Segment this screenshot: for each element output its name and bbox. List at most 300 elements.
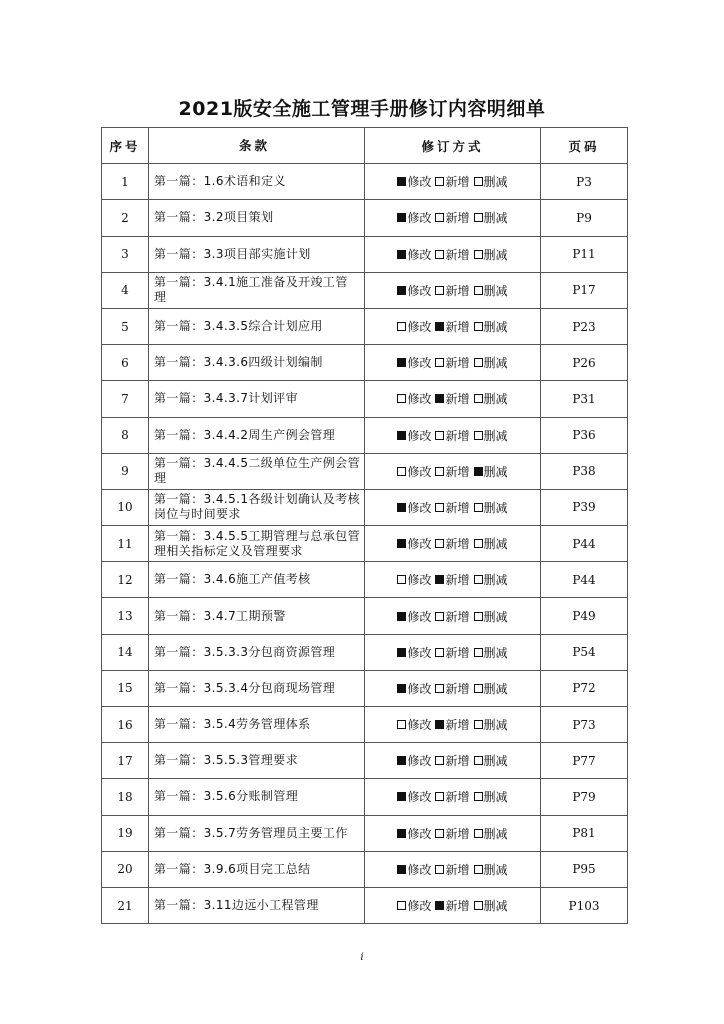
mode-option-label: 删减 (483, 862, 508, 877)
mode-option (397, 209, 431, 226)
mode-option-label: 新增 (445, 790, 470, 805)
mode-option-label: 新增 (445, 320, 470, 335)
unchecked-box-icon (435, 539, 444, 548)
row-number: 19 (102, 815, 149, 851)
mode-option-label: 修改 (407, 464, 432, 479)
row-clause: 第一篇：3.4.4.2周生产例会管理 (149, 417, 365, 453)
mode-option (435, 499, 469, 516)
checked-box-icon (397, 503, 406, 512)
mode-option (397, 535, 431, 552)
unchecked-box-icon (397, 322, 406, 331)
row-mode (365, 851, 541, 887)
unchecked-box-icon (474, 612, 483, 621)
mode-option-label: 新增 (445, 356, 470, 371)
mode-option (435, 680, 469, 697)
row-number: 18 (102, 779, 149, 815)
revision-table (101, 127, 628, 924)
checked-box-icon (474, 467, 483, 476)
table-row (102, 308, 628, 344)
row-clause: 第一篇：3.9.6项目完工总结 (149, 851, 365, 887)
row-clause: 第一篇：3.3项目部实施计划 (149, 236, 365, 272)
unchecked-box-icon (435, 503, 444, 512)
mode-option (435, 282, 469, 299)
row-page: P39 (541, 489, 628, 525)
mode-option-label: 删减 (483, 790, 508, 805)
row-clause: 第一篇：1.6术语和定义 (149, 164, 365, 200)
row-clause: 第一篇：3.4.6施工产值考核 (149, 562, 365, 598)
row-mode (365, 634, 541, 670)
unchecked-box-icon (474, 829, 483, 838)
row-mode (365, 743, 541, 779)
mode-option-label: 删减 (483, 392, 508, 407)
mode-option-label: 删减 (483, 573, 508, 588)
mode-option (397, 173, 431, 190)
mode-option (435, 716, 469, 733)
unchecked-box-icon (435, 648, 444, 657)
mode-option (474, 318, 508, 335)
row-page: P81 (541, 815, 628, 851)
row-clause: 第一篇：3.5.7劳务管理员主要工作 (149, 815, 365, 851)
row-clause: 第一篇：3.5.5.3管理要求 (149, 743, 365, 779)
row-mode (365, 670, 541, 706)
row-page: P103 (541, 887, 628, 923)
mode-option-label: 新增 (445, 826, 470, 841)
mode-option (474, 680, 508, 697)
mode-option-label: 删减 (483, 537, 508, 552)
unchecked-box-icon (474, 358, 483, 367)
row-clause: 第一篇：3.4.7工期预警 (149, 598, 365, 634)
row-mode (365, 417, 541, 453)
mode-option (474, 282, 508, 299)
mode-option-label: 新增 (445, 392, 470, 407)
mode-option (474, 861, 508, 878)
mode-option-label: 删减 (483, 645, 508, 660)
mode-option (397, 571, 431, 588)
mode-option (435, 209, 469, 226)
table-row (102, 236, 628, 272)
row-mode (365, 453, 541, 489)
row-clause: 第一篇：3.4.3.6四级计划编制 (149, 345, 365, 381)
header-no: 序号 (102, 128, 149, 164)
page-number: i (360, 952, 364, 963)
row-clause: 第一篇：3.5.3.4分包商现场管理 (149, 670, 365, 706)
mode-option-label: 新增 (445, 464, 470, 479)
mode-option (435, 427, 469, 444)
mode-option (474, 788, 508, 805)
mode-option-label: 新增 (445, 862, 470, 877)
checked-box-icon (435, 394, 444, 403)
mode-option (435, 571, 469, 588)
row-page: P79 (541, 779, 628, 815)
mode-option (397, 752, 431, 769)
table-row (102, 743, 628, 779)
mode-option (474, 897, 508, 914)
row-clause: 第一篇：3.4.1施工准备及开竣工管理 (149, 272, 365, 308)
table-row (102, 453, 628, 489)
checked-box-icon (435, 575, 444, 584)
mode-option (397, 390, 431, 407)
row-number: 12 (102, 562, 149, 598)
mode-option (397, 716, 431, 733)
table-row (102, 272, 628, 308)
mode-option-label: 新增 (445, 175, 470, 190)
mode-option (435, 897, 469, 914)
mode-option (397, 282, 431, 299)
checked-box-icon (435, 720, 444, 729)
checked-box-icon (397, 431, 406, 440)
row-page: P11 (541, 236, 628, 272)
mode-option (435, 463, 469, 480)
mode-option-label: 删减 (483, 500, 508, 515)
row-mode (365, 887, 541, 923)
table-row (102, 779, 628, 815)
unchecked-box-icon (435, 213, 444, 222)
unchecked-box-icon (435, 358, 444, 367)
unchecked-box-icon (435, 792, 444, 801)
table-row (102, 562, 628, 598)
mode-option (435, 173, 469, 190)
mode-option-label: 修改 (407, 862, 432, 877)
unchecked-box-icon (397, 467, 406, 476)
table-row (102, 417, 628, 453)
table-header-row (102, 128, 628, 164)
mode-option-label: 修改 (407, 320, 432, 335)
mode-option-label: 删减 (483, 211, 508, 226)
mode-option-label: 新增 (445, 899, 470, 914)
mode-option-label: 新增 (445, 681, 470, 696)
checked-box-icon (435, 322, 444, 331)
mode-option (397, 861, 431, 878)
unchecked-box-icon (474, 648, 483, 657)
row-clause: 第一篇：3.11边远小工程管理 (149, 887, 365, 923)
mode-option (474, 535, 508, 552)
unchecked-box-icon (474, 684, 483, 693)
row-page: P38 (541, 453, 628, 489)
row-page: P3 (541, 164, 628, 200)
unchecked-box-icon (435, 177, 444, 186)
row-number: 20 (102, 851, 149, 887)
unchecked-box-icon (397, 901, 406, 910)
unchecked-box-icon (397, 720, 406, 729)
row-mode (365, 526, 541, 562)
row-number: 14 (102, 634, 149, 670)
row-number: 1 (102, 164, 149, 200)
unchecked-box-icon (474, 394, 483, 403)
row-number: 8 (102, 417, 149, 453)
mode-option (397, 463, 431, 480)
mode-option (474, 499, 508, 516)
mode-option-label: 修改 (407, 247, 432, 262)
row-page: P44 (541, 526, 628, 562)
mode-option-label: 新增 (445, 609, 470, 624)
row-mode (365, 164, 541, 200)
row-clause: 第一篇：3.4.5.5工期管理与总承包管理相关指标定义及管理要求 (149, 526, 365, 562)
row-mode (365, 272, 541, 308)
mode-option (435, 535, 469, 552)
mode-option-label: 修改 (407, 899, 432, 914)
unchecked-box-icon (474, 322, 483, 331)
row-number: 7 (102, 381, 149, 417)
row-mode (365, 308, 541, 344)
checked-box-icon (397, 213, 406, 222)
row-page: P73 (541, 707, 628, 743)
mode-option-label: 新增 (445, 500, 470, 515)
mode-option (474, 246, 508, 263)
unchecked-box-icon (435, 684, 444, 693)
row-number: 6 (102, 345, 149, 381)
mode-option-label: 新增 (445, 754, 470, 769)
mode-option (397, 318, 431, 335)
mode-option-label: 删减 (483, 428, 508, 443)
mode-option (435, 788, 469, 805)
mode-option-label: 修改 (407, 573, 432, 588)
mode-option-label: 删减 (483, 247, 508, 262)
mode-option-label: 新增 (445, 718, 470, 733)
row-clause: 第一篇：3.4.4.5二级单位生产例会管理 (149, 453, 365, 489)
table-row (102, 200, 628, 236)
mode-option (397, 246, 431, 263)
row-page: P17 (541, 272, 628, 308)
mode-option-label: 删减 (483, 175, 508, 190)
mode-option (435, 318, 469, 335)
mode-option (397, 825, 431, 842)
row-mode (365, 598, 541, 634)
mode-option (474, 173, 508, 190)
row-page: P23 (541, 308, 628, 344)
row-clause: 第一篇：3.4.5.1各级计划确认及考核岗位与时间要求 (149, 489, 365, 525)
mode-option (474, 571, 508, 588)
checked-box-icon (397, 792, 406, 801)
unchecked-box-icon (474, 213, 483, 222)
mode-option-label: 修改 (407, 537, 432, 552)
mode-option (397, 427, 431, 444)
table-row (102, 707, 628, 743)
mode-option-label: 删减 (483, 283, 508, 298)
unchecked-box-icon (435, 829, 444, 838)
unchecked-box-icon (474, 177, 483, 186)
mode-option-label: 删减 (483, 464, 508, 479)
checked-box-icon (397, 177, 406, 186)
mode-option (474, 354, 508, 371)
row-mode (365, 815, 541, 851)
row-mode (365, 236, 541, 272)
mode-option (474, 427, 508, 444)
unchecked-box-icon (397, 394, 406, 403)
row-clause: 第一篇：3.5.3.3分包商资源管理 (149, 634, 365, 670)
mode-option (397, 788, 431, 805)
checked-box-icon (435, 901, 444, 910)
row-mode (365, 562, 541, 598)
mode-option (397, 644, 431, 661)
row-number: 13 (102, 598, 149, 634)
mode-option (474, 390, 508, 407)
mode-option-label: 新增 (445, 283, 470, 298)
mode-option-label: 修改 (407, 790, 432, 805)
row-number: 5 (102, 308, 149, 344)
table-row (102, 598, 628, 634)
checked-box-icon (397, 865, 406, 874)
mode-option (435, 390, 469, 407)
row-page: P54 (541, 634, 628, 670)
row-number: 10 (102, 489, 149, 525)
row-mode (365, 489, 541, 525)
row-number: 9 (102, 453, 149, 489)
mode-option-label: 新增 (445, 645, 470, 660)
mode-option-label: 删减 (483, 718, 508, 733)
mode-option-label: 修改 (407, 392, 432, 407)
row-page: P44 (541, 562, 628, 598)
header-page: 页码 (541, 128, 628, 164)
unchecked-box-icon (397, 575, 406, 584)
row-page: P72 (541, 670, 628, 706)
mode-option-label: 删减 (483, 899, 508, 914)
mode-option-label: 修改 (407, 609, 432, 624)
checked-box-icon (397, 648, 406, 657)
mode-option-label: 修改 (407, 356, 432, 371)
unchecked-box-icon (474, 720, 483, 729)
row-clause: 第一篇：3.4.3.7计划评审 (149, 381, 365, 417)
checked-box-icon (397, 250, 406, 259)
mode-option-label: 删减 (483, 826, 508, 841)
row-mode (365, 381, 541, 417)
mode-option-label: 修改 (407, 283, 432, 298)
mode-option-label: 修改 (407, 718, 432, 733)
mode-option (397, 354, 431, 371)
unchecked-box-icon (474, 901, 483, 910)
mode-option-label: 修改 (407, 645, 432, 660)
table-row (102, 345, 628, 381)
unchecked-box-icon (474, 792, 483, 801)
mode-option (435, 825, 469, 842)
checked-box-icon (397, 756, 406, 765)
mode-option (474, 608, 508, 625)
checked-box-icon (397, 612, 406, 621)
row-page: P49 (541, 598, 628, 634)
row-page: P26 (541, 345, 628, 381)
mode-option (474, 752, 508, 769)
row-number: 15 (102, 670, 149, 706)
unchecked-box-icon (474, 539, 483, 548)
row-number: 3 (102, 236, 149, 272)
table-row (102, 381, 628, 417)
mode-option-label: 修改 (407, 754, 432, 769)
mode-option-label: 删减 (483, 356, 508, 371)
mode-option (474, 644, 508, 661)
mode-option (435, 644, 469, 661)
mode-option (435, 608, 469, 625)
mode-option-label: 修改 (407, 826, 432, 841)
unchecked-box-icon (474, 431, 483, 440)
row-clause: 第一篇：3.5.6分账制管理 (149, 779, 365, 815)
row-page: P31 (541, 381, 628, 417)
mode-option-label: 修改 (407, 211, 432, 226)
unchecked-box-icon (474, 756, 483, 765)
table-row (102, 887, 628, 923)
unchecked-box-icon (474, 503, 483, 512)
mode-option-label: 修改 (407, 681, 432, 696)
mode-option-label: 删减 (483, 754, 508, 769)
mode-option (435, 752, 469, 769)
mode-option (474, 209, 508, 226)
unchecked-box-icon (435, 431, 444, 440)
mode-option (397, 680, 431, 697)
row-number: 21 (102, 887, 149, 923)
checked-box-icon (397, 829, 406, 838)
unchecked-box-icon (435, 756, 444, 765)
checked-box-icon (397, 539, 406, 548)
row-page: P36 (541, 417, 628, 453)
mode-option-label: 删减 (483, 609, 508, 624)
row-mode (365, 779, 541, 815)
mode-option (474, 463, 508, 480)
row-page: P9 (541, 200, 628, 236)
table-row (102, 670, 628, 706)
row-clause: 第一篇：3.5.4劳务管理体系 (149, 707, 365, 743)
row-number: 16 (102, 707, 149, 743)
row-number: 4 (102, 272, 149, 308)
unchecked-box-icon (474, 575, 483, 584)
row-number: 11 (102, 526, 149, 562)
row-clause: 第一篇：3.2项目策划 (149, 200, 365, 236)
mode-option (397, 897, 431, 914)
mode-option-label: 新增 (445, 428, 470, 443)
unchecked-box-icon (435, 865, 444, 874)
row-mode (365, 200, 541, 236)
unchecked-box-icon (435, 250, 444, 259)
checked-box-icon (397, 286, 406, 295)
mode-option-label: 删减 (483, 320, 508, 335)
header-clause: 条款 (149, 128, 365, 164)
mode-option-label: 新增 (445, 247, 470, 262)
unchecked-box-icon (474, 250, 483, 259)
table-row (102, 526, 628, 562)
mode-option-label: 新增 (445, 211, 470, 226)
mode-option (435, 354, 469, 371)
mode-option (435, 861, 469, 878)
row-mode (365, 345, 541, 381)
row-number: 2 (102, 200, 149, 236)
unchecked-box-icon (474, 865, 483, 874)
mode-option (474, 716, 508, 733)
header-mode: 修订方式 (365, 128, 541, 164)
row-clause: 第一篇：3.4.3.5综合计划应用 (149, 308, 365, 344)
unchecked-box-icon (474, 286, 483, 295)
mode-option-label: 修改 (407, 500, 432, 515)
mode-option (474, 825, 508, 842)
mode-option (397, 608, 431, 625)
table-row (102, 815, 628, 851)
mode-option (397, 499, 431, 516)
row-mode (365, 707, 541, 743)
unchecked-box-icon (435, 467, 444, 476)
table-row (102, 164, 628, 200)
table-row (102, 634, 628, 670)
mode-option-label: 修改 (407, 428, 432, 443)
mode-option-label: 删减 (483, 681, 508, 696)
row-number: 17 (102, 743, 149, 779)
mode-option (435, 246, 469, 263)
mode-option-label: 新增 (445, 573, 470, 588)
row-page: P77 (541, 743, 628, 779)
unchecked-box-icon (435, 286, 444, 295)
mode-option-label: 新增 (445, 537, 470, 552)
document-title: 2021版安全施工管理手册修订内容明细单 (178, 98, 546, 120)
table-row (102, 489, 628, 525)
table-body (102, 164, 628, 924)
unchecked-box-icon (435, 612, 444, 621)
row-page: P95 (541, 851, 628, 887)
checked-box-icon (397, 358, 406, 367)
